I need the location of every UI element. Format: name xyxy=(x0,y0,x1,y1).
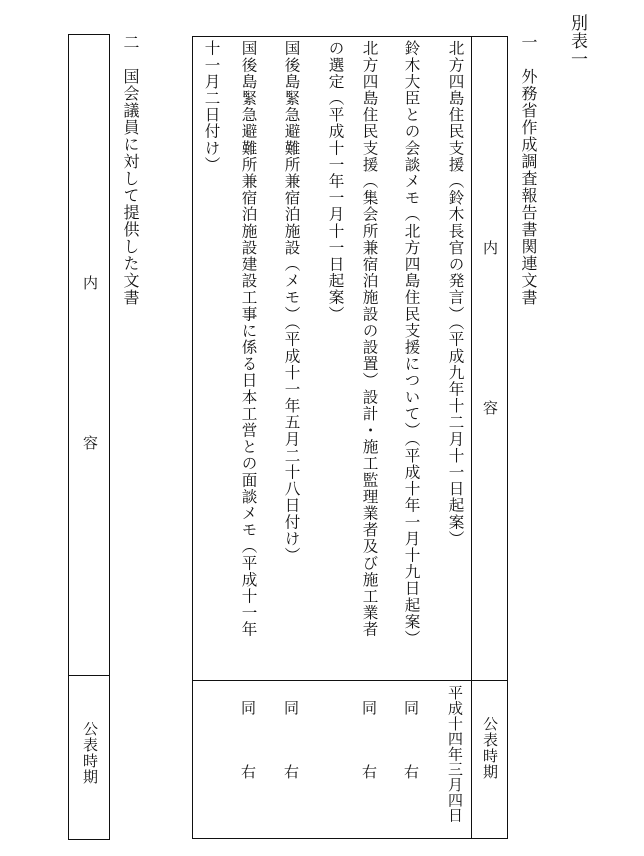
table1-header-content: 内 容 xyxy=(481,240,499,416)
section2-table xyxy=(68,34,110,840)
table1-row1-date: 平成十四年三月四日 xyxy=(446,685,464,823)
table1-header-date: 公表時期 xyxy=(481,716,499,780)
table1-row2-date: 同 右 xyxy=(402,700,420,780)
table1-left-border xyxy=(192,36,193,838)
section2-heading: 二 国会議員に対して提供した文書 xyxy=(121,34,140,306)
table1-date-divider xyxy=(192,680,508,681)
table1-row1-content: 北方四島住民支援（鈴木長官の発言）（平成九年十二月十一日起案） xyxy=(446,40,465,547)
table1-row4-content: 国後島緊急避難所兼宿泊施設（メモ）（平成十一年五月二十八日付け） xyxy=(282,40,301,564)
table1-bottom-line xyxy=(192,838,508,839)
table1-row5-content-line1: 国後島緊急避難所兼宿泊施設建設工事に係る日本工営との面談メモ（平成十一年 xyxy=(239,40,258,638)
table1-right-border xyxy=(507,36,508,838)
table2-date-divider xyxy=(68,675,110,676)
table1-top-line xyxy=(192,36,508,37)
table1-row4-date: 同 右 xyxy=(282,700,300,780)
table2-header-date: 公表時期 xyxy=(81,721,99,785)
table1-row5-date: 同 右 xyxy=(239,700,257,780)
table1-header-divider xyxy=(471,36,472,838)
table1-row3-content-line2: の選定（平成十一年一月十一日起案） xyxy=(326,40,345,323)
table1-row2-content: 鈴木大臣との会談メモ（北方四島住民支援について）（平成十年一月十九日起案） xyxy=(402,40,421,647)
document-title: 別表一 xyxy=(567,14,587,68)
table1-row3-date: 同 右 xyxy=(360,700,378,780)
section1-heading: 一 外務省作成調査報告書関連文書 xyxy=(519,34,538,306)
table2-header-content: 内 容 xyxy=(81,275,99,451)
table1-row3-content-line1: 北方四島住民支援（集会所兼宿泊施設の設置）設計・施工監理業者及び施工業者 xyxy=(360,40,379,638)
table1-row5-content-line2: 十一月二日付け） xyxy=(202,40,221,173)
